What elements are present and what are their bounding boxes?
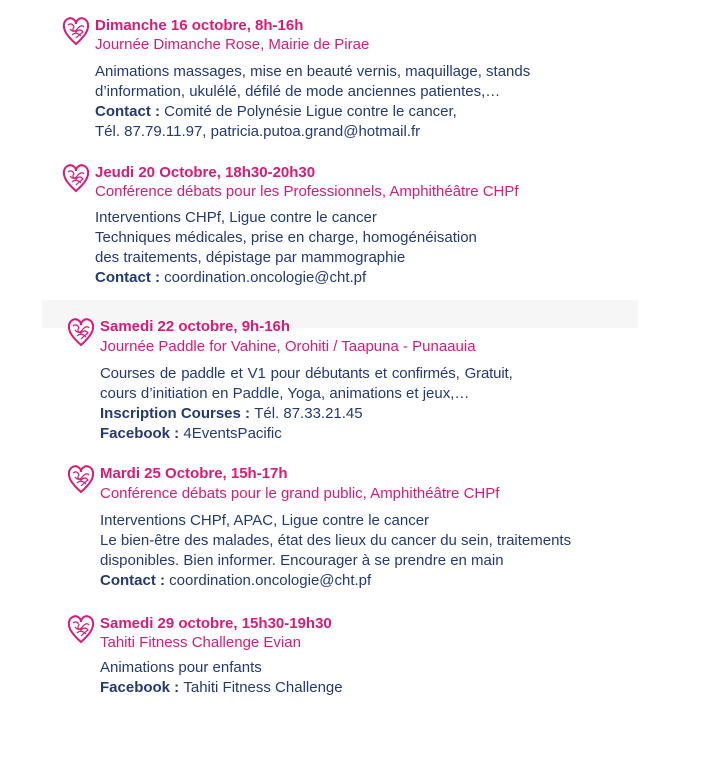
facebook-value: Tahiti Fitness Challenge — [183, 679, 343, 696]
event-description — [95, 208, 477, 288]
event-title: Samedi 22 octobre, 9h-16h — [100, 318, 291, 335]
event-description — [100, 364, 513, 444]
event-description — [95, 62, 530, 142]
contact-line — [100, 571, 571, 591]
contact-label: Contact : — [100, 572, 170, 589]
event-description — [100, 658, 343, 698]
facebook-value: 4EventsPacific — [183, 425, 282, 442]
contact-line — [95, 268, 477, 288]
event-subtitle: Journée Paddle for Vahine, Orohiti / Taapuna - Punaauia — [100, 338, 476, 355]
description-line: cours d’initiation en Paddle, Yoga, animations et jeux,… — [100, 385, 470, 402]
description-line: Animations massages, mise en beauté vernis, maquillage, stands — [95, 63, 531, 80]
facebook-line — [100, 424, 513, 444]
description-line: Courses de paddle et V1 pour débutants et confirmés, Gratuit, — [100, 365, 513, 382]
contact-value: Comité de Polynésie Ligue contre le cancer, — [164, 103, 457, 120]
heart-scribble-icon — [62, 161, 90, 195]
description-line: d’information, ukulélé, défilé de mode anciennes patientes,… — [95, 83, 501, 100]
event-title: Samedi 29 octobre, 15h30-19h30 — [100, 615, 332, 632]
event-title: Mardi 25 Octobre, 15h-17h — [100, 465, 288, 482]
facebook-label: Facebook : — [100, 425, 184, 442]
description-line: Techniques médicales, prise en charge, homogénéisation — [95, 229, 477, 246]
registration-label: Inscription Courses : — [100, 405, 255, 422]
heart-scribble-icon — [67, 612, 95, 646]
event-subtitle: Tahiti Fitness Challenge Evian — [100, 634, 301, 651]
facebook-line — [100, 678, 343, 698]
registration-line — [100, 404, 513, 424]
description-line: disponibles. Bien informer. Encourager à se prendre en main — [100, 552, 504, 569]
description-line: Interventions CHPf, APAC, Ligue contre le cancer — [100, 512, 430, 529]
event-subtitle: Conférence débats pour les Professionnels, Amphithéâtre CHPf — [95, 183, 519, 200]
event-subtitle: Conférence débats pour le grand public, Amphithéâtre CHPf — [100, 485, 500, 502]
event-title: Dimanche 16 octobre, 8h-16h — [95, 17, 304, 34]
contact-extra-line: Tél. 87.79.11.97, patricia.putoa.grand@hotmail.fr — [95, 123, 421, 140]
registration-value: Tél. 87.33.21.45 — [254, 405, 363, 422]
description-line: des traitements, dépistage par mammographie — [95, 249, 406, 266]
event-title: Jeudi 20 Octobre, 18h30-20h30 — [95, 164, 316, 181]
contact-value: coordination.oncologie@cht.pf — [169, 572, 372, 589]
facebook-label: Facebook : — [100, 679, 184, 696]
description-line: Animations pour enfants — [100, 659, 262, 676]
description-line: Interventions CHPf, Ligue contre le cancer — [95, 209, 377, 226]
contact-label: Contact : — [95, 103, 165, 120]
heart-scribble-icon — [62, 14, 90, 48]
event-description — [100, 511, 571, 591]
heart-scribble-icon — [67, 315, 95, 349]
description-line: Le bien-être des malades, état des lieux du cancer du sein, traitements — [100, 532, 572, 549]
contact-label: Contact : — [95, 269, 165, 286]
event-subtitle: Journée Dimanche Rose, Mairie de Pirae — [95, 36, 370, 53]
heart-scribble-icon — [67, 462, 95, 496]
contact-value: coordination.oncologie@cht.pf — [164, 269, 367, 286]
contact-line — [95, 102, 530, 122]
